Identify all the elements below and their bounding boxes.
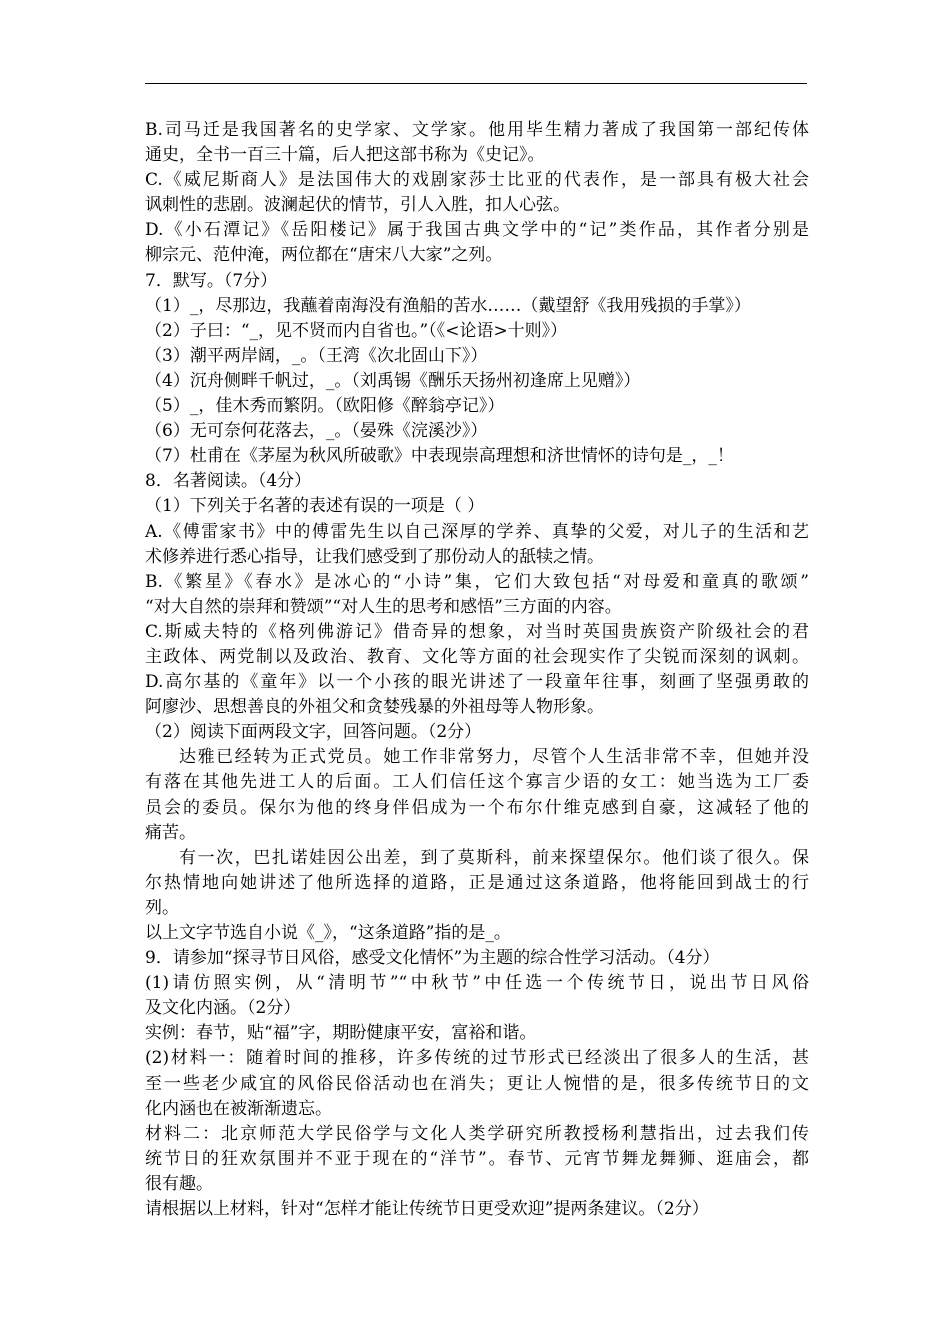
text-line: 材料二：北京师范大学民俗学与文化人类学研究所教授杨利慧指出，过去我们传 (145, 1123, 809, 1144)
text-line: 有一次，巴扎诺娃因公出差，到了莫斯科，前来探望保尔。他们谈了很久。保 (179, 847, 809, 868)
text-line: 至一些老少咸宜的风俗民俗活动也在消失；更让人惋惜的是，很多传统节日的文 (145, 1073, 809, 1094)
text-line: 讽刺性的悲剧。波澜起伏的情节，引人入胜，扣人心弦。 (145, 195, 570, 216)
text-line: 主政体、两党制以及政治、教育、文化等方面的社会现实作了尖锐而深刻的讽刺。 (145, 646, 809, 667)
text-line: 请根据以上材料，针对“怎样才能让传统节日更受欢迎”提两条建议。（2分） (145, 1199, 709, 1220)
text-line: 柳宗元、范仲淹，两位都在“唐宋八大家”之列。 (145, 245, 503, 266)
text-line: 达雅已经转为正式党员。她工作非常努力，尽管个人生活非常不幸，但她并没 (179, 747, 809, 768)
text-line: 术修养进行悉心指导，让我们感受到了那份动人的舐犊之情。 (145, 546, 604, 567)
text-line: （2）子曰：“_，见不贤而内自省也。”（《<论语>十则》） (145, 320, 568, 341)
text-line: 有落在其他先进工人的后面。工人们信任这个寡言少语的女工：她当选为工厂委 (145, 772, 809, 793)
text-line: 及文化内涵。（2分） (145, 998, 301, 1019)
text-line: （4）沉舟侧畔千帆过，_。（刘禹锡《酬乐天扬州初逢席上见赠》） (145, 370, 641, 391)
text-line: （1）_，尽那边，我蘸着南海没有渔船的苦水……（戴望舒《我用残损的手掌》） (145, 295, 751, 316)
text-line: 阿廖沙、思想善良的外祖父和贪婪残暴的外祖母等人物形象。 (145, 697, 604, 718)
document-body (145, 118, 809, 1222)
text-line: 以上文字节选自小说《_》，“这条道路”指的是_。 (145, 923, 511, 943)
text-line: 统节日的狂欢氛围并不亚于现在的“洋节”。春节、元宵节舞龙舞狮、逛庙会，都 (145, 1148, 809, 1169)
text-line: 列。 (145, 897, 179, 918)
text-line: 通史，全书一百三十篇，后人把这部书称为《史记》。 (145, 145, 545, 166)
text-line: C.斯威夫特的《格列佛游记》借奇异的想象，对当时英国贵族资产阶级社会的君 (145, 621, 809, 642)
text-line: 痛苦。 (145, 822, 196, 843)
text-line: （1）下列关于名著的表述有误的一项是（ ） (145, 496, 485, 517)
text-line: 8．名著阅读。（4分） (145, 471, 312, 492)
text-line: C.《威尼斯商人》是法国伟大的戏剧家莎士比亚的代表作，是一部具有极大社会 (145, 170, 809, 191)
text-line: 实例：春节，贴“福”字，期盼健康平安，富裕和谐。 (145, 1023, 537, 1044)
text-line: B.《繁星》《春水》是冰心的“小诗”集，它们大致包括“对母爱和童真的歌颂” (145, 571, 809, 592)
text-line: （5）_，佳木秀而繁阴。（欧阳修《醉翁亭记》） (145, 396, 505, 417)
text-line: (1)请仿照实例，从“清明节”“中秋节”中任选一个传统节日，说出节日风俗 (145, 973, 809, 994)
text-line: 员会的委员。保尔为他的终身伴侣成为一个布尔什维克感到自豪，这减轻了他的 (145, 797, 809, 818)
text-line: 尔热情地向她讲述了他所选择的道路，正是通过这条道路，他将能回到战士的行 (145, 872, 809, 893)
text-line: 9．请参加“探寻节日风俗，感受文化情怀”为主题的综合性学习活动。（4分） (145, 948, 720, 969)
header-rule (145, 83, 807, 84)
text-line: （2）阅读下面两段文字，回答问题。（2分） (145, 722, 482, 743)
text-line: (2)材料一：随着时间的推移，许多传统的过节形式已经淡出了很多人的生活，甚 (145, 1048, 809, 1069)
text-line: A.《傅雷家书》中的傅雷先生以自己深厚的学养、真挚的父爱，对儿子的生活和艺 (145, 521, 809, 542)
text-line: 7．默写。（7分） (145, 270, 278, 291)
text-line: B.司马迁是我国著名的史学家、文学家。他用毕生精力著成了我国第一部纪传体 (145, 120, 809, 140)
text-line: 很有趣。 (145, 1173, 213, 1194)
text-line: “对大自然的崇拜和赞颂”“对人生的思考和感悟”三方面的内容。 (145, 596, 622, 617)
text-line: D.高尔基的《童年》以一个小孩的眼光讲述了一段童年往事，刻画了坚强勇敢的 (145, 672, 809, 693)
text-line: （7）杜甫在《茅屋为秋风所破歌》中表现崇高理想和济世情怀的诗句是_，_！ (145, 446, 734, 467)
text-line: （3）潮平两岸阔，_。（王湾《次北固山下》） (145, 345, 488, 366)
text-line: 化内涵也在被渐渐遗忘。 (145, 1098, 332, 1119)
text-line: （6）无可奈何花落去，_。（晏殊《浣溪沙》） (145, 421, 488, 442)
text-line: D.《小石潭记》《岳阳楼记》属于我国古典文学中的“记”类作品，其作者分别是 (145, 220, 809, 241)
